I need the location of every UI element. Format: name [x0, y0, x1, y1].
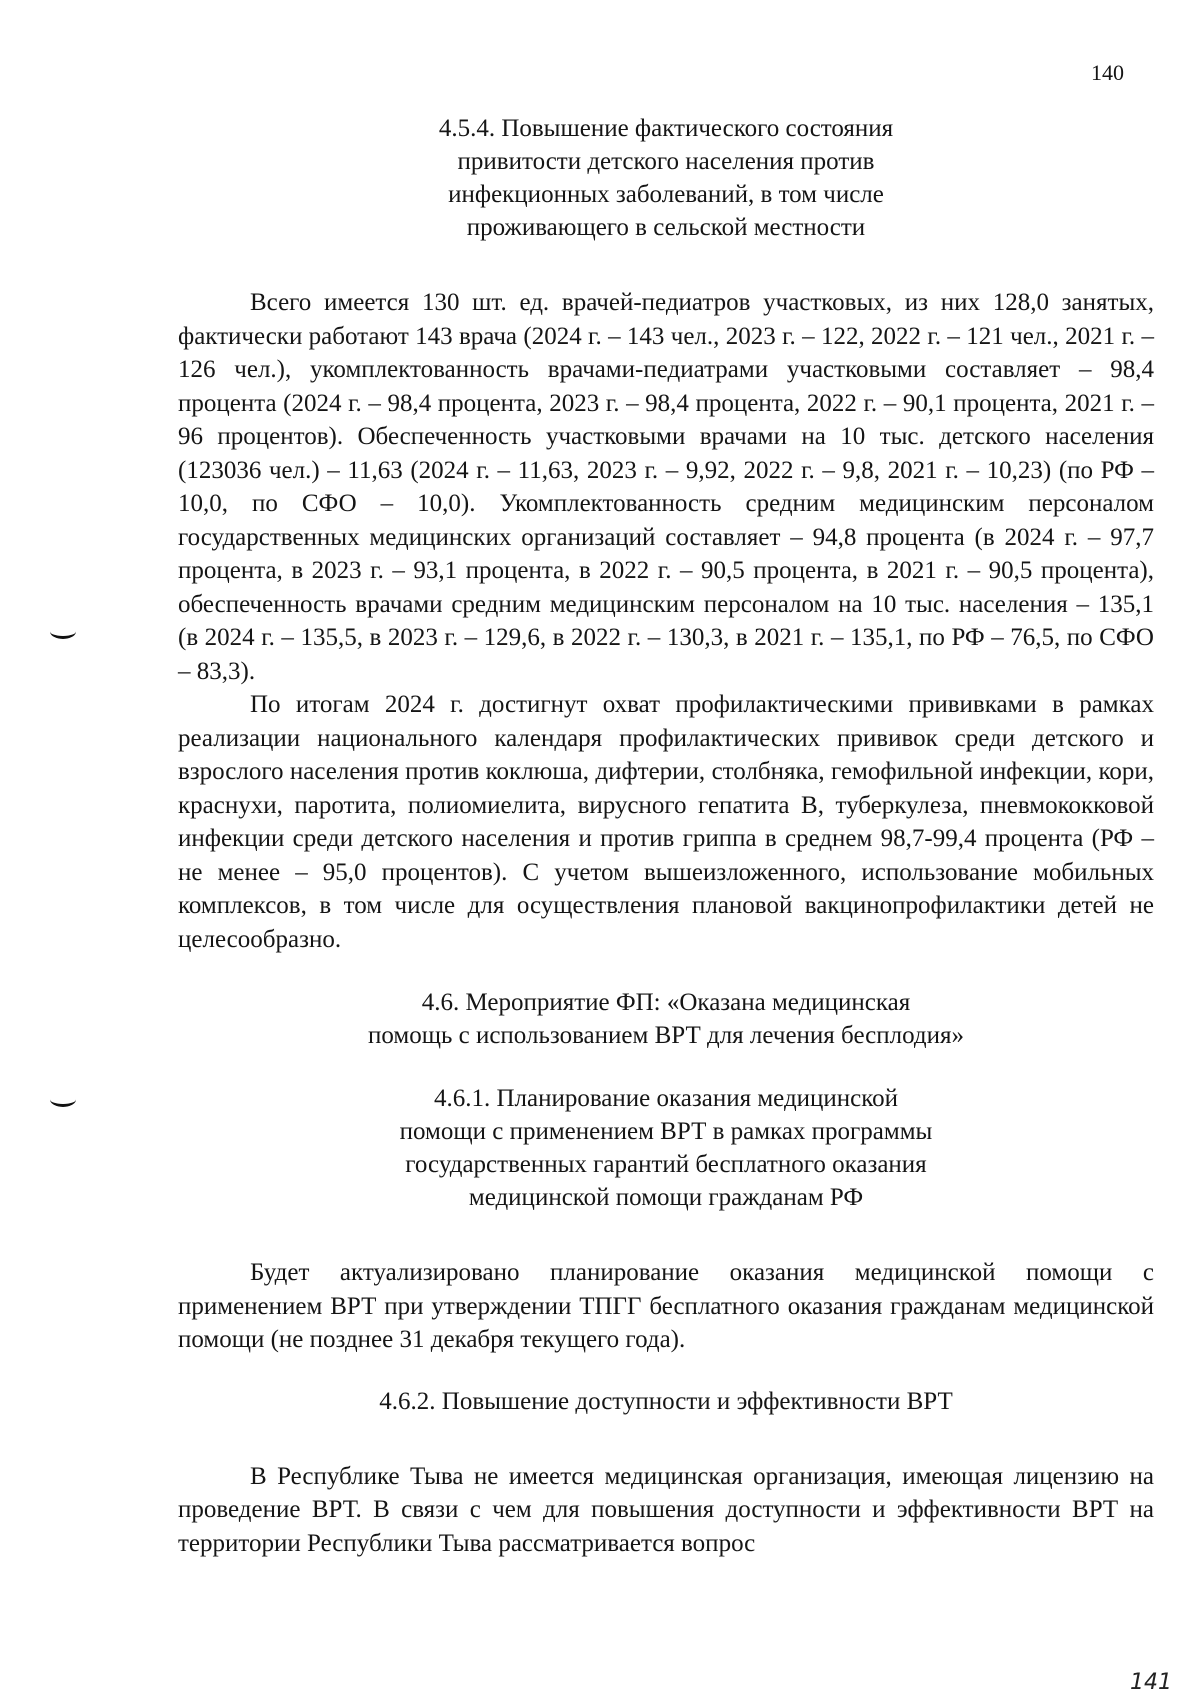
paragraph-art-availability: В Республике Тыва не имеется медицинская организация, имеющая лицензию на проведение ВРТ. В связи с чем для повышения доступности и эффективности ВРТ на территории Республики Тыва рассматривается вопрос	[178, 1462, 1154, 1557]
heading-line: государственных гарантий бесплатного оказания	[405, 1151, 927, 1178]
section-heading-4-5-4	[178, 112, 1154, 244]
heading-line: инфекционных заболеваний, в том числе	[448, 181, 884, 208]
paragraph-staffing: Всего имеется 130 шт. ед. врачей-педиатров участковых, из них 128,0 занятых, фактически работают 143 врача (2024 г. – 143 чел., 2023 г. – 122, 2022 г. – 121 чел., 2021 г. – 126 чел.), укомплектованность врачами-педиатрами участковыми составляет – 98,4 процента (2024 г. – 98,4 процента, 2023 г. – 98,4 процента, 2022 г. – 90,1 процента, 2021 г. – 96 процентов). Обеспеченность участковыми врачами на 10 тыс. детского населения (123036 чел.) – 11,63 (2024 г. – 11,63, 2023 г. – 9,92, 2022 г. – 9,8, 2021 г. – 10,23) (по РФ – 10,0, по СФО – 10,0). Укомплектованность средним медицинским персоналом государственных медицинских организаций составляет – 94,8 процента (в 2024 г. – 97,7 процента, в 2023 г. – 93,1 процента, в 2022 г. – 90,5 процента, в 2021 г. – 90,5 процента), обеспеченность врачами средним медицинским персоналом на 10 тыс. населения – 135,1 (в 2024 г. – 135,5, в 2023 г. – 129,6, в 2022 г. – 130,3, в 2021 г. – 135,1, по РФ – 76,5, по СФО – 83,3).	[178, 289, 1154, 685]
section-heading-4-6	[178, 986, 1154, 1052]
heading-line: 4.6.1. Планирование оказания медицинской	[433, 1085, 899, 1112]
margin-mark	[50, 1092, 76, 1107]
heading-line: медицинской помощи гражданам РФ	[468, 1184, 864, 1211]
heading-line: помощи с применением ВРТ в рамках программы	[399, 1118, 933, 1145]
heading-line: 4.5.4. Повышение фактического состояния	[438, 115, 894, 142]
page-number: 140	[1091, 60, 1124, 85]
heading-line: помощь с использованием ВРТ для лечения бесплодия»	[367, 1022, 964, 1049]
section-heading-4-6-1	[178, 1082, 1154, 1214]
paragraph-planning: Будет актуализировано планирование оказания медицинской помощи с применением ВРТ при утверждении ТПГГ бесплатного оказания гражданам медицинской помощи (не позднее 31 декабря текущего года).	[178, 1259, 1154, 1353]
paragraph-vaccination: По итогам 2024 г. достигнут охват профилактическими прививками в рамках реализации национального календаря профилактических прививок среди детского и взрослого населения против коклюша, дифтерии, столбняка, гемофильной инфекции, кори, краснухи, паротита, полиомиелита, вирусного гепатита В, туберкулеза, пневмококковой инфекции среди детского населения и против гриппа в среднем 98,7-99,4 процента (РФ – не менее – 95,0 процентов). С учетом вышеизложенного, использование мобильных комплексов, в том числе для осуществления плановой вакцинопрофилактики детей не целесообразно.	[178, 691, 1154, 953]
margin-mark	[50, 624, 76, 639]
heading-line: 4.6. Мероприятие ФП: «Оказана медицинская	[421, 989, 911, 1016]
document-body	[178, 112, 1154, 1560]
heading-line: проживающего в сельской местности	[466, 214, 866, 241]
section-heading-4-6-2: 4.6.2. Повышение доступности и эффективности ВРТ	[379, 1387, 953, 1415]
handwritten-page-number: 141	[1130, 1670, 1172, 1695]
heading-line: привитости детского населения против	[457, 148, 875, 175]
